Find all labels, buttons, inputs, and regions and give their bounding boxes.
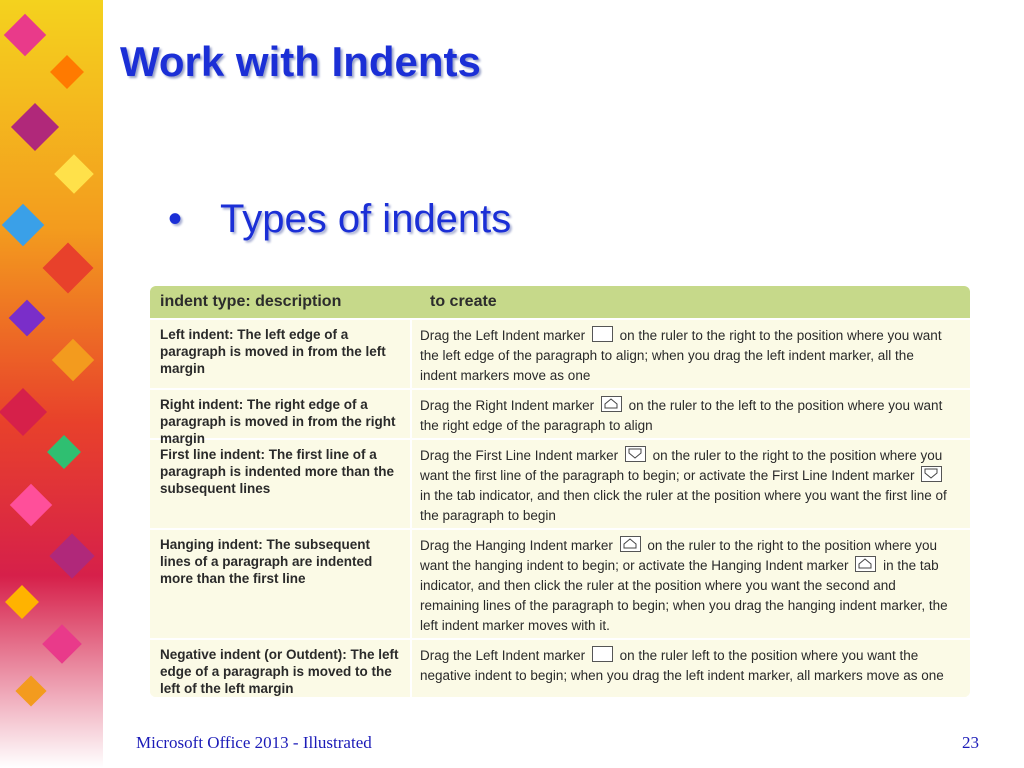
right-indent-marker-icon [601,396,622,412]
table-row [150,528,970,638]
cell-text: in the tab indicator, and then click the ruler at the position where you want the first line of the paragraph to begin [420,488,947,523]
table-row [150,388,970,446]
indent-type-cell: First line indent: The first line of a paragraph is indented more than the subsequent lines [150,440,412,528]
cell-text: on the ruler left to the position where you want the negative indent to begin; when you drag the left indent marker, all markers move as one [420,648,944,683]
cell-text: on the ruler to the right to the position where you want the left edge of the paragraph to align; when you drag the left indent marker, all the indent markers move as one [420,328,942,383]
cell-text: Drag the First Line Indent marker [420,448,619,463]
cell-text: Drag the Left Indent marker [420,648,586,663]
to-create-cell [412,320,970,388]
cell-text: Drag the Hanging Indent marker [420,538,613,553]
page-number: 23 [962,733,979,752]
footer-text: Microsoft Office 2013 - Illustrated [136,733,372,752]
cell-text: Drag the Left Indent marker [420,328,586,343]
cell-text: Drag the Right Indent marker [420,398,595,413]
to-create-cell [412,530,970,638]
indent-type-cell: Left indent: The left edge of a paragraph is moved in from the left margin [150,320,412,388]
indent-type-cell: Negative indent (or Outdent): The left edge of a paragraph is moved to the left of the left margin [150,640,412,697]
table-row [150,318,970,388]
indent-type-cell: Right indent: The right edge of a paragraph is moved in from the right margin [150,390,412,438]
cell-text: on the ruler to the right to the position where you want the first line of the paragraph to begin; or activate the First Line Indent marker [420,448,943,483]
indent-type-cell: Hanging indent: The subsequent lines of a paragraph are indented more than the first line [150,530,412,638]
bullet-dot-icon: • [168,197,183,241]
left-indent-marker-icon [592,646,613,662]
header-to-create: to create [430,293,497,310]
first-line-indent-marker-icon [921,466,942,482]
to-create-cell [412,390,970,438]
cell-text: on the ruler to the left to the position where you want the right edge of the paragraph to align [420,398,943,433]
cell-text: in the tab indicator, and then click the ruler at the position where you want the second and remaining lines of the paragraph to begin; when you drag the hanging indent marker, the left indent marker moves with it. [420,558,948,633]
indent-types-table [150,286,970,697]
table-header [150,286,970,318]
hanging-indent-marker-icon [855,556,876,572]
slide-title: Work with Indents [120,38,481,85]
to-create-cell [412,640,970,697]
table-row [150,438,970,528]
table-row [150,638,970,697]
header-indent-type: indent type: description [160,293,342,310]
cell-text: on the ruler to the right to the position where you want the hanging indent to begin; or activate the Hanging Indent marker [420,538,938,573]
first-line-indent-marker-icon [625,446,646,462]
hanging-indent-marker-icon [620,536,641,552]
decorative-side-graphic [0,0,103,768]
to-create-cell [412,440,970,528]
left-indent-marker-icon [592,326,613,342]
bullet-item [168,197,511,242]
bullet-text: Types of indents [220,197,512,241]
